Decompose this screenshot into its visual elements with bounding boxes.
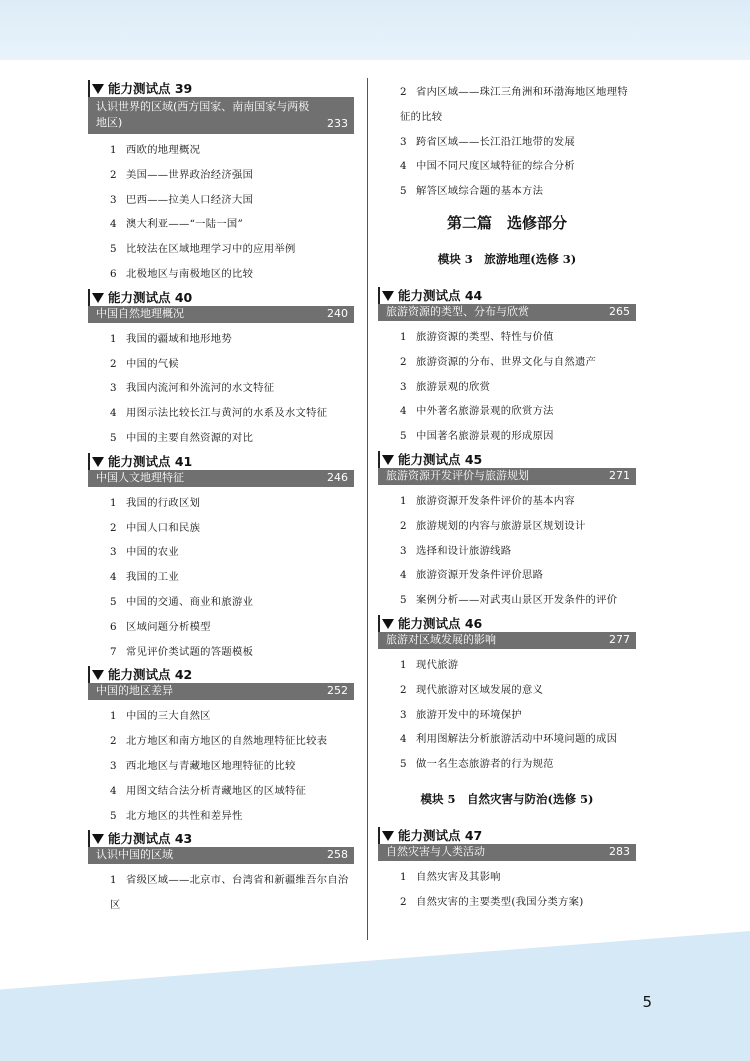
- toc-item-text: 中国的交通、商业和旅游业: [126, 595, 254, 608]
- toc-item-number: 4: [400, 569, 407, 582]
- section-heading-text: 能力测试点 47: [398, 827, 483, 843]
- toc-item-text: 省级区域——北京市、台湾省和新疆维吾尔自治区: [110, 874, 349, 912]
- test-point-section: [88, 80, 354, 287]
- toc-item: [110, 188, 354, 213]
- section-heading: [378, 827, 636, 844]
- section-heading: [88, 830, 354, 847]
- toc-item: [110, 352, 354, 377]
- triangle-marker-icon: [92, 834, 104, 844]
- section-heading-text: 能力测试点 42: [108, 667, 193, 683]
- triangle-marker-icon: [92, 84, 104, 94]
- section-item-list: [88, 327, 354, 451]
- column-divider: [367, 78, 368, 940]
- toc-item-number: 2: [110, 735, 117, 748]
- toc-item-number: 4: [110, 407, 117, 420]
- toc-item: [110, 640, 354, 665]
- toc-item-text: 中国人口和民族: [126, 521, 201, 534]
- section-page: 283: [609, 844, 630, 858]
- section-item-list: [88, 491, 354, 665]
- toc-item: [110, 163, 354, 188]
- toc-item-text: 巴西——拉美人口经济大国: [126, 193, 254, 206]
- toc-item: [110, 704, 354, 729]
- triangle-marker-icon: [382, 619, 394, 629]
- toc-item-number: 4: [400, 405, 407, 418]
- section-heading: [378, 451, 636, 468]
- toc-item-number: 5: [110, 431, 117, 444]
- section-page: 277: [609, 632, 630, 646]
- module-3-sections: [378, 287, 636, 777]
- toc-item-number: 4: [110, 571, 117, 584]
- section-heading: [88, 453, 354, 470]
- section-title: 认识世界的区域(西方国家、南南国家与两极地区): [96, 100, 310, 129]
- toc-item-text: 旅游资源的分布、世界文化与自然遗产: [416, 355, 597, 368]
- toc-item-number: 6: [110, 620, 117, 633]
- toc-item-number: 2: [400, 895, 407, 908]
- toc-item-text: 澳大利亚——“一陆一国”: [126, 218, 244, 231]
- toc-item: [110, 376, 354, 401]
- toc-item-number: 5: [110, 809, 117, 822]
- toc-item-text: 北方地区的共性和差异性: [126, 809, 243, 822]
- toc-item-number: 4: [110, 218, 117, 231]
- toc-item-text: 旅游景观的欣赏: [416, 380, 491, 393]
- section-title-bar: [378, 304, 636, 321]
- toc-item-number: 2: [400, 683, 407, 696]
- toc-item-number: 3: [400, 380, 407, 393]
- section-title: 认识中国的区域: [96, 848, 173, 862]
- toc-item-number: 1: [400, 330, 407, 343]
- section-page: 271: [609, 468, 630, 482]
- toc-item-text: 利用图解法分析旅游活动中环境问题的成因: [416, 733, 618, 746]
- triangle-marker-icon: [382, 455, 394, 465]
- toc-item-text: 中国的农业: [126, 546, 179, 559]
- toc-item-text: 中外著名旅游景观的欣赏方法: [416, 405, 554, 418]
- toc-item-number: 3: [110, 759, 117, 772]
- toc-item: [110, 779, 354, 804]
- section-page: 246: [327, 470, 348, 484]
- section-heading: [378, 287, 636, 304]
- toc-item-number: 1: [110, 332, 117, 345]
- test-point-section: [378, 287, 636, 449]
- toc-item: [400, 325, 636, 350]
- toc-item: [110, 754, 354, 779]
- toc-item-number: 4: [110, 784, 117, 797]
- toc-item-text: 中国不同尺度区域特征的综合分析: [416, 160, 575, 173]
- toc-item-text: 旅游开发中的环境保护: [416, 708, 522, 721]
- test-point-section: [88, 830, 354, 918]
- toc-item: [110, 615, 354, 640]
- toc-item-text: 比较法在区域地理学习中的应用举例: [126, 243, 296, 256]
- toc-item-number: 2: [400, 86, 407, 98]
- section-title-bar: [88, 306, 354, 323]
- toc-item-number: 3: [400, 544, 407, 557]
- left-column: [88, 80, 354, 920]
- section-heading-text: 能力测试点 45: [398, 451, 483, 467]
- section-heading-text: 能力测试点 46: [398, 615, 483, 631]
- toc-item-number: 1: [110, 496, 117, 509]
- toc-item-text: 我国的行政区划: [126, 496, 201, 509]
- triangle-marker-icon: [92, 457, 104, 467]
- section-heading-text: 能力测试点 41: [108, 453, 193, 469]
- module-title-5: 模块 5 自然灾害与防治(选修 5): [420, 791, 594, 806]
- toc-item-text: 中国著名旅游景观的形成原因: [416, 430, 554, 443]
- toc-item-text: 选择和设计旅游线路: [416, 544, 512, 557]
- toc-item-text: 自然灾害及其影响: [416, 870, 501, 883]
- toc-item-number: 1: [400, 658, 407, 671]
- section-title-bar: [88, 470, 354, 487]
- section-heading: [378, 615, 636, 632]
- toc-item-number: 7: [110, 645, 117, 658]
- header-background: [0, 0, 750, 60]
- toc-item-text: 跨省区域——长江沿江地带的发展: [416, 135, 575, 148]
- toc-item: [110, 262, 354, 287]
- section-heading: [88, 666, 354, 683]
- section-item-list: [378, 653, 636, 777]
- toc-item-number: 2: [110, 521, 117, 534]
- section-page: 258: [327, 848, 348, 862]
- toc-item-text: 省内区域——珠江三角洲和环渤海地区地理特征的比较: [400, 86, 628, 123]
- toc-item-text: 西欧的地理概况: [126, 144, 201, 156]
- toc-item-text: 中国的气候: [126, 357, 179, 370]
- toc-item: [110, 491, 354, 516]
- toc-item-text: 自然灾害的主要类型(我国分类方案): [416, 895, 584, 908]
- section-title: 旅游资源开发评价与旅游规划: [386, 468, 529, 482]
- toc-item-text: 做一名生态旅游者的行为规范: [416, 758, 554, 771]
- toc-item: [110, 426, 354, 451]
- toc-item-number: 3: [110, 546, 117, 559]
- toc-item-number: 2: [110, 168, 117, 181]
- section-heading-text: 能力测试点 44: [398, 287, 483, 303]
- toc-item-text: 中国的主要自然资源的对比: [126, 431, 254, 444]
- toc-item: [400, 563, 636, 588]
- toc-item: [400, 865, 636, 890]
- toc-item-text: 西北地区与青藏地区地理特征的比较: [126, 759, 296, 772]
- page-number: 5: [642, 993, 652, 1011]
- toc-item-number: 5: [400, 594, 407, 607]
- section-title: 旅游对区域发展的影响: [386, 632, 496, 646]
- toc-item-number: 1: [110, 710, 117, 723]
- toc-item-text: 我国的工业: [126, 571, 179, 584]
- toc-item: [110, 804, 354, 829]
- toc-item: [110, 237, 354, 262]
- toc-item-number: 5: [400, 758, 407, 771]
- toc-item: [400, 514, 636, 539]
- toc-item: [400, 678, 636, 703]
- part-title: 第二篇 选修部分: [446, 213, 567, 232]
- toc-item-text: 我国的疆域和地形地势: [126, 332, 232, 345]
- toc-item: [110, 540, 354, 565]
- toc-item: [110, 868, 354, 918]
- toc-item-text: 中国的三大自然区: [126, 710, 211, 723]
- toc-item-number: 3: [400, 708, 407, 721]
- toc-item-number: 3: [400, 135, 407, 148]
- toc-item: [110, 590, 354, 615]
- toc-item-number: 6: [110, 267, 117, 280]
- toc-item: [110, 138, 354, 163]
- module-title-3: 模块 3 旅游地理(选修 3): [437, 251, 577, 266]
- toc-item: [400, 80, 636, 130]
- toc-item: [400, 350, 636, 375]
- toc-item: [110, 516, 354, 541]
- toc-item-text: 案例分析——对武夷山景区开发条件的评价: [416, 594, 618, 607]
- footer-background: [0, 931, 750, 1061]
- toc-item: [400, 703, 636, 728]
- toc-item-text: 旅游资源开发条件评价思路: [416, 569, 544, 582]
- toc-item: [400, 375, 636, 400]
- test-point-section: [378, 451, 636, 613]
- toc-item-number: 2: [400, 519, 407, 532]
- triangle-marker-icon: [92, 293, 104, 303]
- toc-item-number: 3: [110, 193, 117, 206]
- toc-item-number: 4: [400, 160, 407, 173]
- module-5-sections: [378, 827, 636, 915]
- toc-item: [400, 653, 636, 678]
- section-title-bar: [378, 468, 636, 485]
- test-point-section: [88, 289, 354, 451]
- continued-items-43: [378, 80, 636, 204]
- toc-item: [110, 565, 354, 590]
- section-page: 265: [609, 304, 630, 318]
- section-item-list: [378, 489, 636, 613]
- section-item-list: [378, 865, 636, 915]
- toc-item: [110, 212, 354, 237]
- toc-item-text: 我国内流河和外流河的水文特征: [126, 382, 275, 395]
- toc-item-text: 用图文结合法分析青藏地区的区域特征: [126, 784, 307, 797]
- toc-item-text: 区域问题分析模型: [126, 620, 211, 633]
- section-item-list: [378, 325, 636, 449]
- toc-item: [400, 424, 636, 449]
- triangle-marker-icon: [382, 291, 394, 301]
- test-point-section: [378, 827, 636, 915]
- toc-item-text: 现代旅游: [416, 658, 459, 671]
- toc-item-text: 常见评价类试题的答题模板: [126, 645, 254, 658]
- toc-item-number: 1: [110, 144, 117, 156]
- toc-item: [400, 752, 636, 777]
- toc-item: [400, 399, 636, 424]
- section-heading-text: 能力测试点 40: [108, 289, 193, 305]
- toc-item: [110, 401, 354, 426]
- toc-item: [400, 179, 636, 204]
- right-column: [378, 80, 636, 917]
- test-point-section: [378, 615, 636, 777]
- section-page: 240: [327, 306, 348, 320]
- section-heading-text: 能力测试点 39: [108, 81, 193, 96]
- toc-item: [400, 727, 636, 752]
- section-title: 中国自然地理概况: [96, 306, 184, 320]
- section-title: 自然灾害与人类活动: [386, 844, 485, 858]
- toc-item-text: 美国——世界政治经济强国: [126, 168, 254, 181]
- toc-item: [400, 130, 636, 155]
- toc-item: [400, 588, 636, 613]
- toc-item-text: 旅游资源开发条件评价的基本内容: [416, 494, 575, 507]
- section-item-list: [88, 868, 354, 918]
- toc-item-number: 2: [110, 357, 117, 370]
- test-point-section: [88, 453, 354, 665]
- toc-item-number: 1: [400, 870, 407, 883]
- test-point-section: [88, 666, 354, 828]
- toc-item: [110, 729, 354, 754]
- toc-item-text: 旅游规划的内容与旅游景区规划设计: [416, 519, 586, 532]
- toc-item-number: 5: [110, 595, 117, 608]
- section-heading: [88, 289, 354, 306]
- toc-item-text: 解答区域综合题的基本方法: [416, 185, 544, 198]
- section-heading-text: 能力测试点 43: [108, 831, 193, 847]
- section-title-bar: [88, 847, 354, 864]
- section-item-list: [88, 704, 354, 828]
- toc-item: [400, 489, 636, 514]
- toc-item-text: 用图示法比较长江与黄河的水系及水文特征: [126, 407, 328, 420]
- toc-item: [400, 539, 636, 564]
- toc-item-number: 5: [400, 430, 407, 443]
- toc-item-text: 北极地区与南极地区的比较: [126, 267, 254, 280]
- toc-item-number: 4: [400, 733, 407, 746]
- triangle-marker-icon: [382, 831, 394, 841]
- section-page: 233: [327, 117, 348, 130]
- section-page: 252: [327, 684, 348, 698]
- section-heading: [88, 80, 354, 97]
- section-title-bar: [378, 844, 636, 861]
- section-title: 中国人文地理特征: [96, 470, 184, 484]
- toc-item: [400, 154, 636, 179]
- toc-item: [400, 890, 636, 915]
- section-title: 中国的地区差异: [96, 684, 173, 698]
- toc-item-number: 5: [110, 243, 117, 256]
- section-title: 旅游资源的类型、分布与欣赏: [386, 304, 529, 318]
- section-title-bar: [88, 97, 354, 134]
- toc-item-number: 3: [110, 382, 117, 395]
- toc-item-number: 1: [400, 494, 407, 507]
- section-title-bar: [378, 632, 636, 649]
- toc-item-text: 现代旅游对区域发展的意义: [416, 683, 544, 696]
- section-item-list: [88, 138, 354, 287]
- toc-item-number: 1: [110, 874, 117, 887]
- toc-item: [110, 327, 354, 352]
- section-title-bar: [88, 683, 354, 700]
- toc-item-number: 2: [400, 355, 407, 368]
- toc-item-number: 5: [400, 185, 407, 198]
- triangle-marker-icon: [92, 670, 104, 680]
- toc-item-text: 旅游资源的类型、特性与价值: [416, 330, 554, 343]
- toc-item-text: 北方地区和南方地区的自然地理特征比较表: [126, 735, 328, 748]
